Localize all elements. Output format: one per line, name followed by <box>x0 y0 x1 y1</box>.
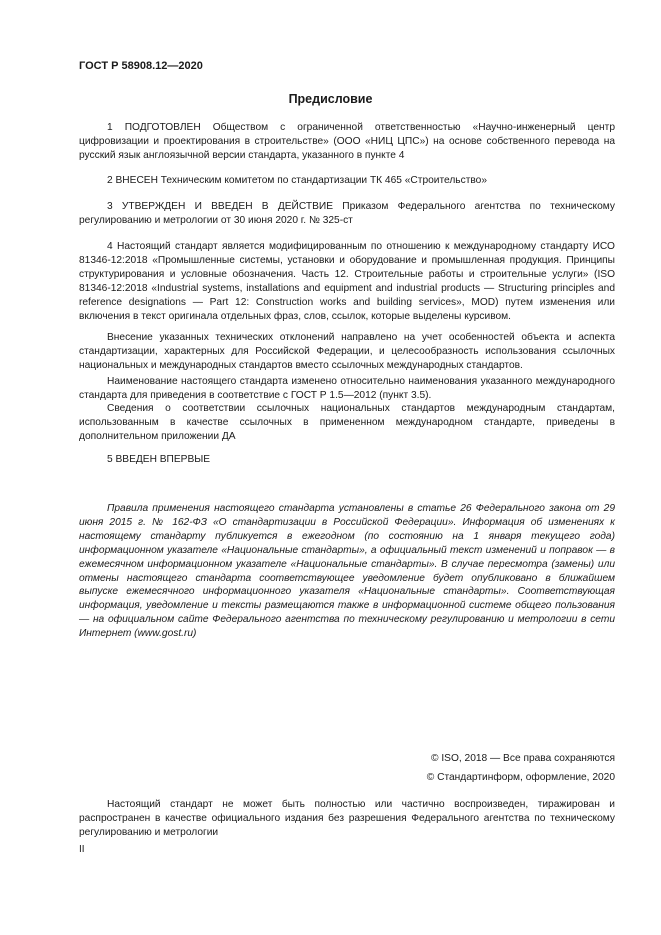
paragraph-3: 3 УТВЕРЖДЕН И ВВЕДЕН В ДЕЙСТВИЕ Приказом Федерального агентства по техническому регулированию и метрологии от 30 июня 2020 г. № 325-ст <box>79 201 615 226</box>
copyright-standartinform: © Стандартинформ, оформление, 2020 <box>426 772 615 783</box>
copyright-iso: © ISO, 2018 — Все права сохраняются <box>431 753 615 764</box>
standard-application-notice: Правила применения настоящего стандарта установлены в статье 26 Федерального закона от 29 июня 2015 г. № 162-ФЗ «О стандартизации в Российской Федерации». Информация об изменениях к настоящему стандарту публикуется в ежегодном (по состоянию на 1 января текущего года) информационном указателе «Национальные стандарты», а официальный текст изменений и поправок — в ежемесячном информационном указателе «Национальные стандарты». В случае пересмотра (замены) или отмены настоящего стандарта соответствующее уведомление будет опубликовано в ближайшем выпуске ежемесячного информационного указателя «Национальные стандарты». Соответствующая информация, уведомление и тексты размещаются также в информационной системе общего пользования — на официальном сайте Федерального агентства по техническому регулированию и метрологии в сети Интернет (www.gost.ru) <box>79 503 615 640</box>
document-code: ГОСТ Р 58908.12—2020 <box>79 60 203 72</box>
reproduction-note: Настоящий стандарт не может быть полностью или частично воспроизведен, тиражирован и распространен в качестве официального издания без разрешения Федерального агентства по техническому регулированию и метрологии <box>79 799 615 838</box>
paragraph-4: 4 Настоящий стандарт является модифицированным по отношению к международному стандарту ИСО 81346-12:2018 «Промышленные системы, установки и оборудование и промышленная продукция. Принципы структурирования и условные обозначения. Часть 12. Строительные работы и строительные услуги» (ISO 81346-12:2018 «Industrial systems, installations and equipment and industrial products — Structuring principles and reference designations — Part 12: Construction works and building services», MOD) путем изменения или включения в текст оригинала отдельных фраз, слов, ссылок, которые выделены курсивом. <box>79 241 615 322</box>
page-number: II <box>79 844 85 855</box>
paragraph-2: 2 ВНЕСЕН Техническим комитетом по стандартизации ТК 465 «Строительство» <box>107 175 487 186</box>
page-title: Предисловие <box>288 92 373 106</box>
paragraph-5: 5 ВВЕДЕН ВПЕРВЫЕ <box>107 454 211 465</box>
paragraph-4d: Сведения о соответствии ссылочных национальных стандартов международным стандартам, использованным в качестве ссылочных в примененном международном стандарте, приведены в дополнительном приложении ДА <box>79 403 615 442</box>
paragraph-4b: Внесение указанных технических отклонений направлено на учет особенностей объекта и аспекта стандартизации, характерных для Российской Федерации, и целесообразность использования ссылочных национальных и международных стандартов вместо ссылочных международных стандартов. <box>79 332 615 371</box>
paragraph-4c: Наименование настоящего стандарта изменено относительно наименования указанного международного стандарта для приведения в соответствие с ГОСТ Р 1.5—2012 (пункт 3.5). <box>79 376 615 401</box>
paragraph-1: 1 ПОДГОТОВЛЕН Обществом с ограниченной ответственностью «Научно-инженерный центр цифровизации и проектирования в строительстве» (ООО «НИЦ ЦПС») на основе собственного перевода на русский язык англоязычной версии стандарта, указанного в пункте 4 <box>79 122 615 161</box>
